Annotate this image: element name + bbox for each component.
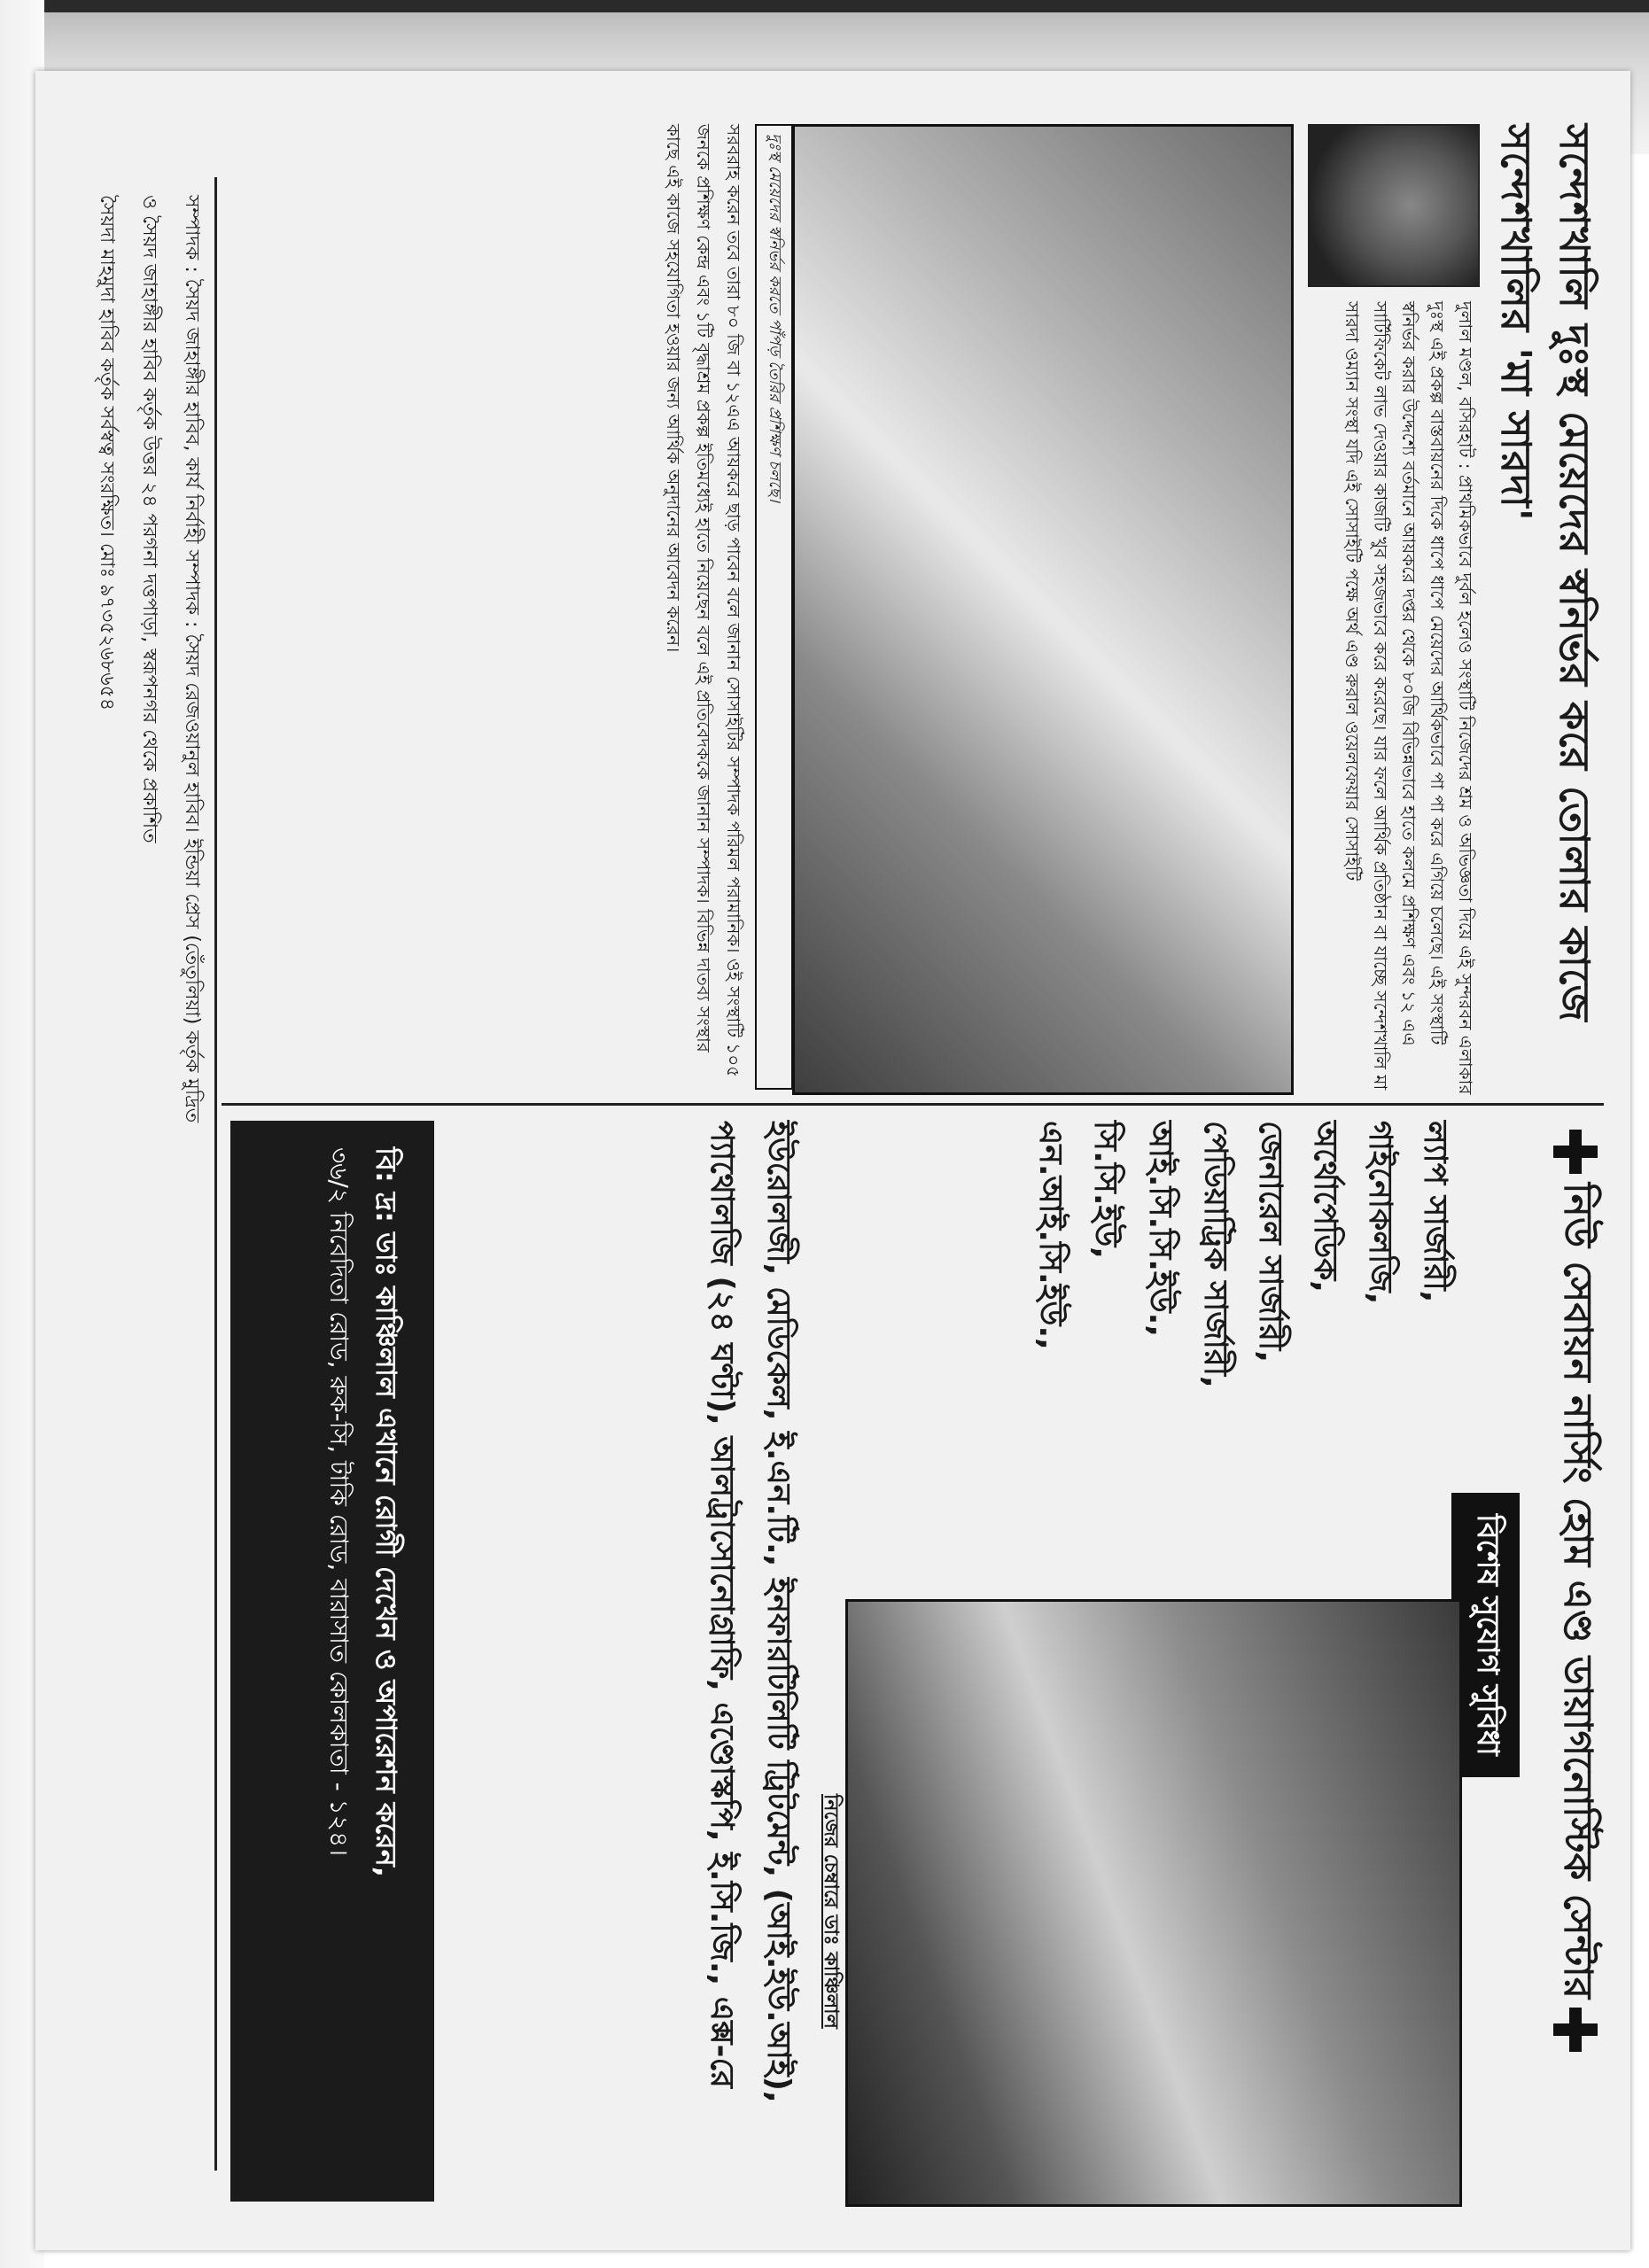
ad-title: নিউ সেবায়ন নার্সিং হোম এণ্ড ডায়াগনোস্টিক সেন্টার [1555, 1183, 1600, 2000]
newspaper-page [35, 71, 1630, 2250]
specialty-item: সি.সি.ইউ, [1087, 1121, 1124, 1259]
imprint-footer [53, 195, 213, 2144]
ad-title-row [1551, 1121, 1604, 2219]
specialty-item: আই.সি.সি.ইউ., [1142, 1121, 1178, 1338]
specialty-item: অর্থোপেডিক, [1307, 1121, 1343, 1293]
specialty-item: পেডিয়াট্রিক সার্জারী, [1197, 1121, 1233, 1388]
imprint-line-1: সম্পাদক : সৈয়দ জাহাঙ্গীর হাবিব, কার্য নির্বাহী সম্পাদক : সৈয়দ রেজওয়ানুল হাবিব। ইন্ডিয়া প্রেস (তেঁতুলিয়া) কর্তৃক মুদ্রিত [181, 195, 203, 1123]
specialty-item: ল্যাপ সার্জারী, [1417, 1121, 1453, 1303]
contact-box [230, 1121, 434, 2202]
specialty-item: জেনারেল সার্জারী, [1252, 1121, 1288, 1363]
nursing-home-ad [222, 1121, 1604, 2219]
left-article [222, 124, 1604, 1107]
specialty-item: এন.আই.সি.ইউ., [1032, 1121, 1069, 1350]
scanner-top-edge [0, 0, 1649, 12]
imprint-line-2: ও সৈয়দ জাহাঙ্গীর হাবিব কর্তৃক উত্তর ২৪ পরগনা দত্তপাড়া, স্বরূপনগর থেকে প্রকাশিত [138, 195, 160, 843]
rotated-content [35, 71, 1630, 2250]
article-headline: সন্দেশখালি দুঃস্থ মেয়েদের স্বনির্ভর করে তোলার কাজে সন্দেশখালির 'মা সারদা' [1492, 124, 1598, 1022]
column-divider [222, 1103, 1604, 1106]
footer-divider [214, 177, 217, 2171]
contact-note: বি: দ্র: ডাঃ কাঞ্চিলাল এখানে রোগী দেখেন ও অপারেশন করেন, [369, 1147, 403, 1877]
article-intro: দুলাল মণ্ডল, বসিরহাট : প্রাথমিকভাবে দুর্বল হলেও সংস্থাটি নিজেদের শ্রম ও অভিজ্ঞতা দিয়ে এই সুন্দরবন এলাকার দুঃস্থ এই প্রকল্প বাস্তবায়নের দিকে ধাপে ধাপে মেয়েদের আর্থিকভাবে পা পা করে এগিয়ে চলেছে। এই সংস্থাটি স্বনির্ভর করার উদ্দেশ্যে বর্তমানে আয়করে দপ্তর থেকে ৮০জি বিভিন্নভাবে হাতে কলমে প্রশিক্ষণ এবং ১২ এএ সার্টিফিকেট লাভ দেওয়ার কাজটি খুব সহজভাবে করে করেছে। যার ফলে আর্থিক প্রতিষ্ঠান বা যাচ্ছে সন্দেশখালি মা সারদা ওম্যান সংস্থা যদি এই সোসাইটি পক্ষে অর্থ এণ্ড রুরাল ওয়েলফেয়ার সোসাইটি [1342, 301, 1476, 1095]
doctor-photo [845, 1599, 1462, 2207]
doctor-photo-caption: নিজের চেম্বারে ডাঃ কাঞ্চিলাল [820, 1794, 842, 2029]
reporter-photo [1308, 124, 1480, 287]
specialty-item: গাইনোকলজি, [1362, 1121, 1398, 1305]
training-photo-caption: দুঃস্থ মেয়েদের স্বনির্ভর করতে পাঁপড় তৈরির প্রশিক্ষণ চলছে। [755, 124, 793, 1090]
imprint-line-3: সৈয়দা মাহমুদা হাবিব কর্তৃক সর্বস্বত্ব সংরক্ষিত। মোঃ ৯৭৩৫২৬৮৬৫৪ [96, 195, 118, 711]
red-cross-icon [1553, 1130, 1598, 1174]
specialties-list [1023, 1121, 1462, 1581]
article-body: সরবরাহ করেন তবে তারা ৮০ জি বা ১২এএ আয়করে ছাড় পাবেন বলে জানান সোসাইটির সম্পাদক পরিমল পরামানিক। ওই সংস্থাটি ১০৫ জনকে প্রশিক্ষণ কেন্দ্র এবং ১টি বৃদ্ধাশ্রম প্রকল্প ইতিমধ্যেই হাতে নিয়েছেন বলে এই প্রতিবেদককে জানান সম্পাদক। বিভিন্ন দাতব্য সংস্থার কাছে এই কাজে সহযোগিতা হওয়ার জন্য আর্থিক অনুদানের আবেদন করেন। [663, 124, 744, 1078]
training-photo [792, 124, 1294, 1095]
special-facility-badge: বিশেষ সুযোগ সুবিধা [1451, 1493, 1520, 1777]
tests-list: ইউরোলজী, মেডিকেল, ই.এন.টি., ইনফারটিলিটি ট্রিটমেন্ট, (আই.ইউ.আই), প্যাথোলজি (২৪ ঘণ্টা), আলট্রাসোনোগ্রাফি, এণ্ডোস্কপি, ই.সি.জি., এক্স-রে [704, 1121, 797, 2103]
contact-address: ৩৬/২ নিবেদিতা রোড, রুক-সি, টাকি রোড, বারাসাত কোলকাতা - ১২৪। [324, 1147, 354, 1857]
red-cross-icon [1553, 2008, 1598, 2052]
